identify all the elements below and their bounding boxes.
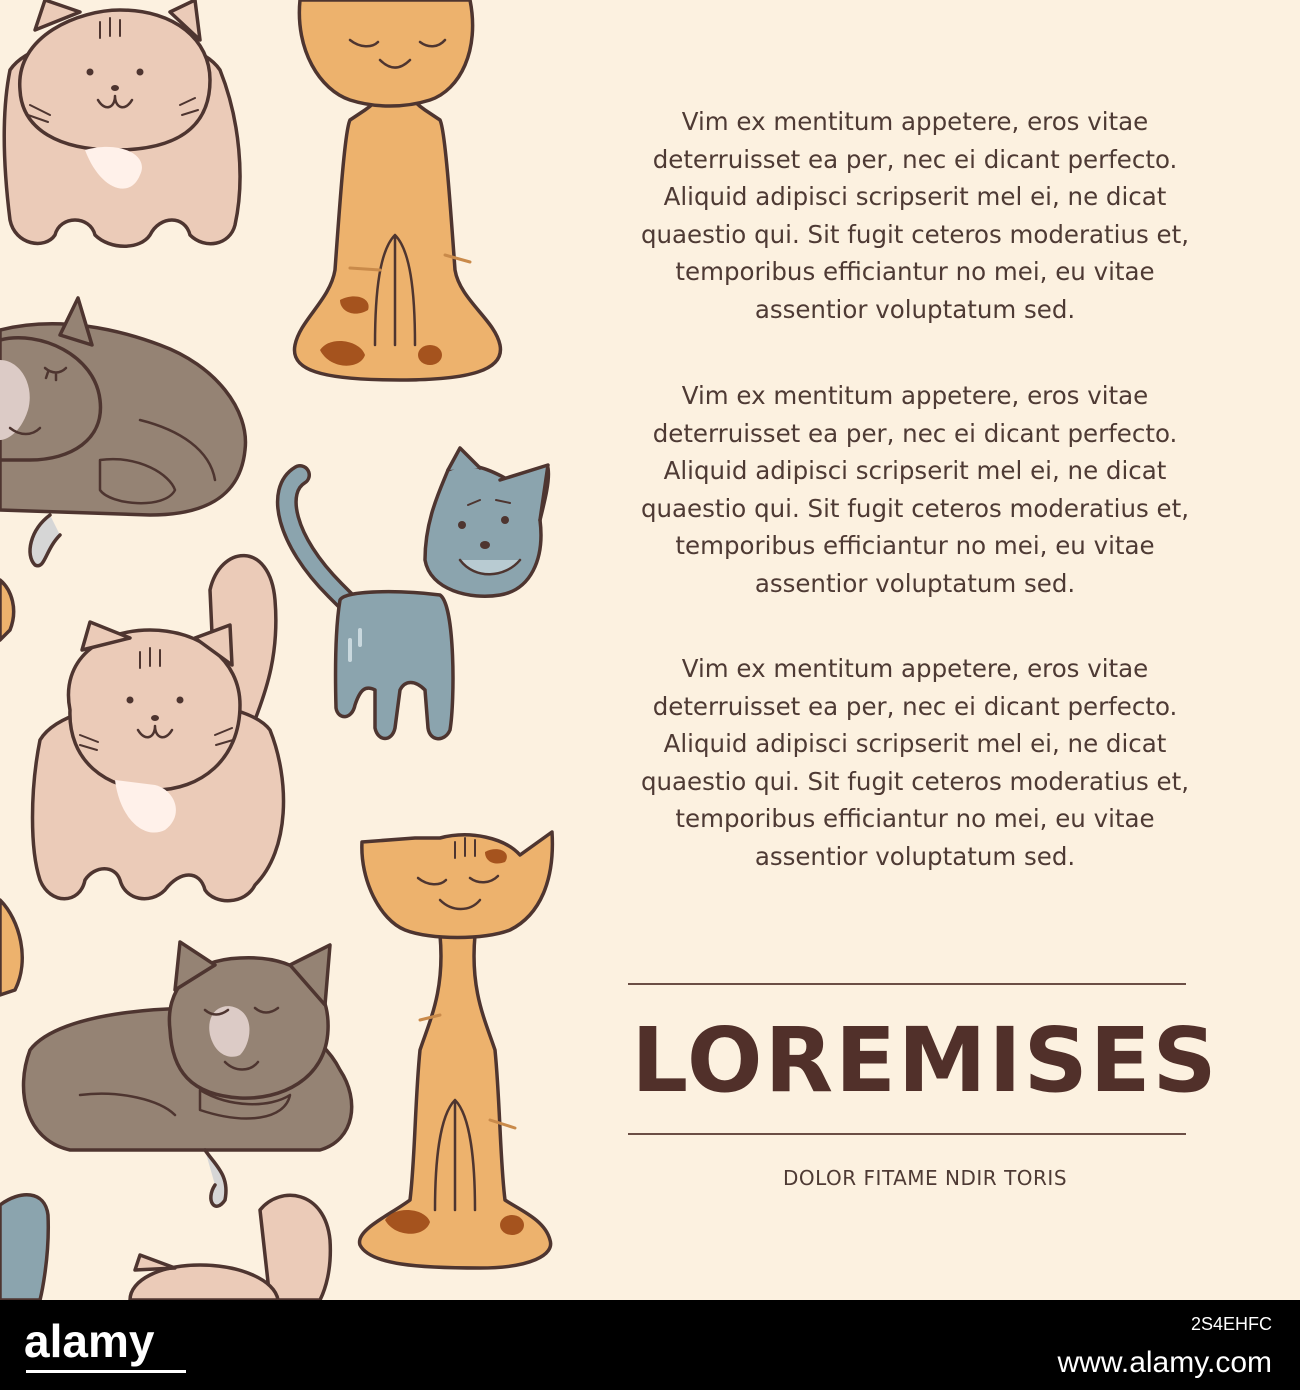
body-paragraph-1: Vim ex mentitum appetere, eros vitae deterruisset ea per, nec ei dicant perfecto. Aliquid adipisci scripserit mel ei, ne dicat quaestio qui. Sit fugit ceteros moderatius et, temporibus efficiantur no mei, eu vitae assentior voluptatum sed. bbox=[640, 107, 1190, 324]
brand-underline bbox=[26, 1370, 186, 1373]
headline-divider-top bbox=[628, 983, 1186, 985]
stock-footer bbox=[0, 1300, 1300, 1390]
headline: LOREMISES bbox=[631, 1008, 1219, 1112]
brand-logo: alamy bbox=[24, 1315, 155, 1367]
pink-cat-middle bbox=[33, 556, 284, 901]
cats-illustration bbox=[0, 0, 580, 1300]
pink-cat-top bbox=[4, 0, 240, 246]
site-url: www.alamy.com bbox=[1057, 1346, 1272, 1379]
image-id: 2S4EHFC bbox=[1190, 1314, 1272, 1334]
orange-cat-edge-lower bbox=[0, 900, 22, 995]
tagline: DOLOR FITAME NDIR TORIS bbox=[782, 1166, 1068, 1190]
orange-cat-bottom bbox=[360, 832, 553, 1268]
body-paragraph-2: Vim ex mentitum appetere, eros vitae deterruisset ea per, nec ei dicant perfecto. Aliquid adipisci scripserit mel ei, ne dicat quaestio qui. Sit fugit ceteros moderatius et, temporibus efficiantur no mei, eu vitae assentior voluptatum sed. bbox=[640, 381, 1190, 598]
blue-cat bbox=[287, 448, 549, 739]
orange-cat-top bbox=[294, 0, 500, 380]
blue-cat-edge bbox=[0, 1195, 48, 1300]
grey-cat-sleeping-top bbox=[0, 298, 245, 566]
orange-cat-edge bbox=[0, 580, 14, 640]
grey-cat-sleeping-bottom bbox=[23, 942, 351, 1206]
headline-divider-bottom bbox=[628, 1133, 1186, 1135]
body-paragraph-3: Vim ex mentitum appetere, eros vitae deterruisset ea per, nec ei dicant perfecto. Aliquid adipisci scripserit mel ei, ne dicat quaestio qui. Sit fugit ceteros moderatius et, temporibus efficiantur no mei, eu vitae assentior voluptatum sed. bbox=[640, 654, 1190, 871]
pink-cat-bottom bbox=[130, 1195, 330, 1300]
